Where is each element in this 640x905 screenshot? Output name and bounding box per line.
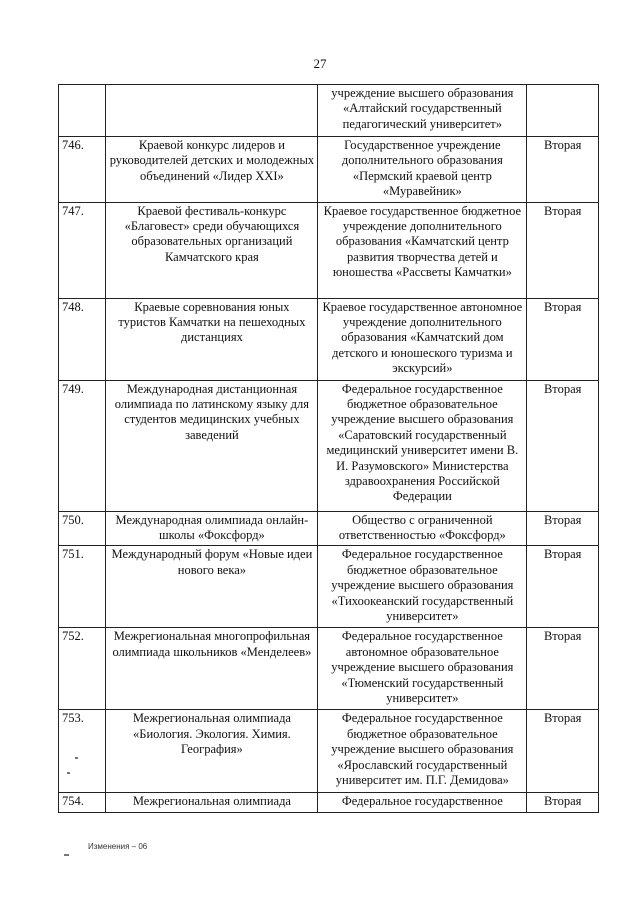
- footer-note: Изменения – 06: [88, 842, 148, 851]
- row-number: [59, 85, 106, 137]
- row-number: 752.: [59, 628, 106, 710]
- event-name: Международная олимпиада онлайн-школы «Фоксфорд»: [106, 511, 318, 546]
- scan-speck: [75, 757, 78, 759]
- table-row: [59, 202, 599, 298]
- event-level: Вторая: [527, 202, 599, 298]
- page-number: 27: [313, 56, 327, 71]
- event-level: Вторая: [527, 298, 599, 380]
- organizer-name: Федеральное государственное бюджетное образовательное учреждение высшего образования «Тихоокеанский государственный университет»: [318, 546, 527, 628]
- event-level: [527, 85, 599, 137]
- row-number: 750.: [59, 511, 106, 546]
- event-level: Вторая: [527, 628, 599, 710]
- organizer-name: Федеральное государственное: [318, 793, 527, 812]
- organizer-name: Краевое государственное автономное учреждение дополнительного образования «Камчатский дом детского и юношеского туризма и экскурсий»: [318, 298, 527, 380]
- event-name: Межрегиональная олимпиада: [106, 793, 318, 812]
- organizer-name: Федеральное государственное бюджетное образовательное учреждение высшего образования «Ярославский государственный университет им. П.Г. Демидова»: [318, 710, 527, 793]
- row-number: 754.: [59, 793, 106, 812]
- registry-table-body: [59, 85, 599, 813]
- event-name: Международная дистанционная олимпиада по латинскому языку для студентов медицинских учебных заведений: [106, 380, 318, 511]
- event-name: Межрегиональная многопрофильная олимпиада школьников «Менделеев»: [106, 628, 318, 710]
- row-number: 748.: [59, 298, 106, 380]
- event-level: Вторая: [527, 710, 599, 793]
- table-row: [59, 298, 599, 380]
- event-level: Вторая: [527, 793, 599, 812]
- table-row: [59, 511, 599, 546]
- olympiad-registry-table: [58, 84, 599, 813]
- table-row: [59, 793, 599, 812]
- event-name: Краевые соревнования юных туристов Камчатки на пешеходных дистанциях: [106, 298, 318, 380]
- table-row: [59, 628, 599, 710]
- table-row: [59, 380, 599, 511]
- row-number: 746.: [59, 137, 106, 203]
- scan-speck: [67, 772, 70, 774]
- organizer-name: Федеральное государственное автономное образовательное учреждение высшего образования «Тюменский государственный университет»: [318, 628, 527, 710]
- event-name: [106, 85, 318, 137]
- scan-speck: [64, 854, 69, 856]
- table-row: [59, 710, 599, 793]
- event-name: Межрегиональная олимпиада «Биология. Экология. Химия. География»: [106, 710, 318, 793]
- table-row: [59, 546, 599, 628]
- table-row: [59, 137, 599, 203]
- organizer-name: учреждение высшего образования «Алтайский государственный педагогический университет»: [318, 85, 527, 137]
- event-name: Международный форум «Новые идеи нового века»: [106, 546, 318, 628]
- event-level: Вторая: [527, 511, 599, 546]
- row-number: 749.: [59, 380, 106, 511]
- event-level: Вторая: [527, 380, 599, 511]
- event-level: Вторая: [527, 546, 599, 628]
- row-number: 747.: [59, 202, 106, 298]
- organizer-name: Федеральное государственное бюджетное образовательное учреждение высшего образования «Саратовский государственный медицинский университет имени В. И. Разумовского» Министерства здравоохранения Российской Федерации: [318, 380, 527, 511]
- organizer-name: Краевое государственное бюджетное учреждение дополнительного образования «Камчатский центр развития творчества детей и юношества «Рассветы Камчатки»: [318, 202, 527, 298]
- row-number: 751.: [59, 546, 106, 628]
- organizer-name: Общество с ограниченной ответственностью «Фоксфорд»: [318, 511, 527, 546]
- event-level: Вторая: [527, 137, 599, 203]
- table-row: [59, 85, 599, 137]
- event-name: Краевой конкурс лидеров и руководителей детских и молодежных объединений «Лидер XXI»: [106, 137, 318, 203]
- organizer-name: Государственное учреждение дополнительного образования «Пермский краевой центр «Муравейник»: [318, 137, 527, 203]
- row-number: 753.: [59, 710, 106, 793]
- event-name: Краевой фестиваль-конкурс «Благовест» среди обучающихся образовательных организаций Камчатского края: [106, 202, 318, 298]
